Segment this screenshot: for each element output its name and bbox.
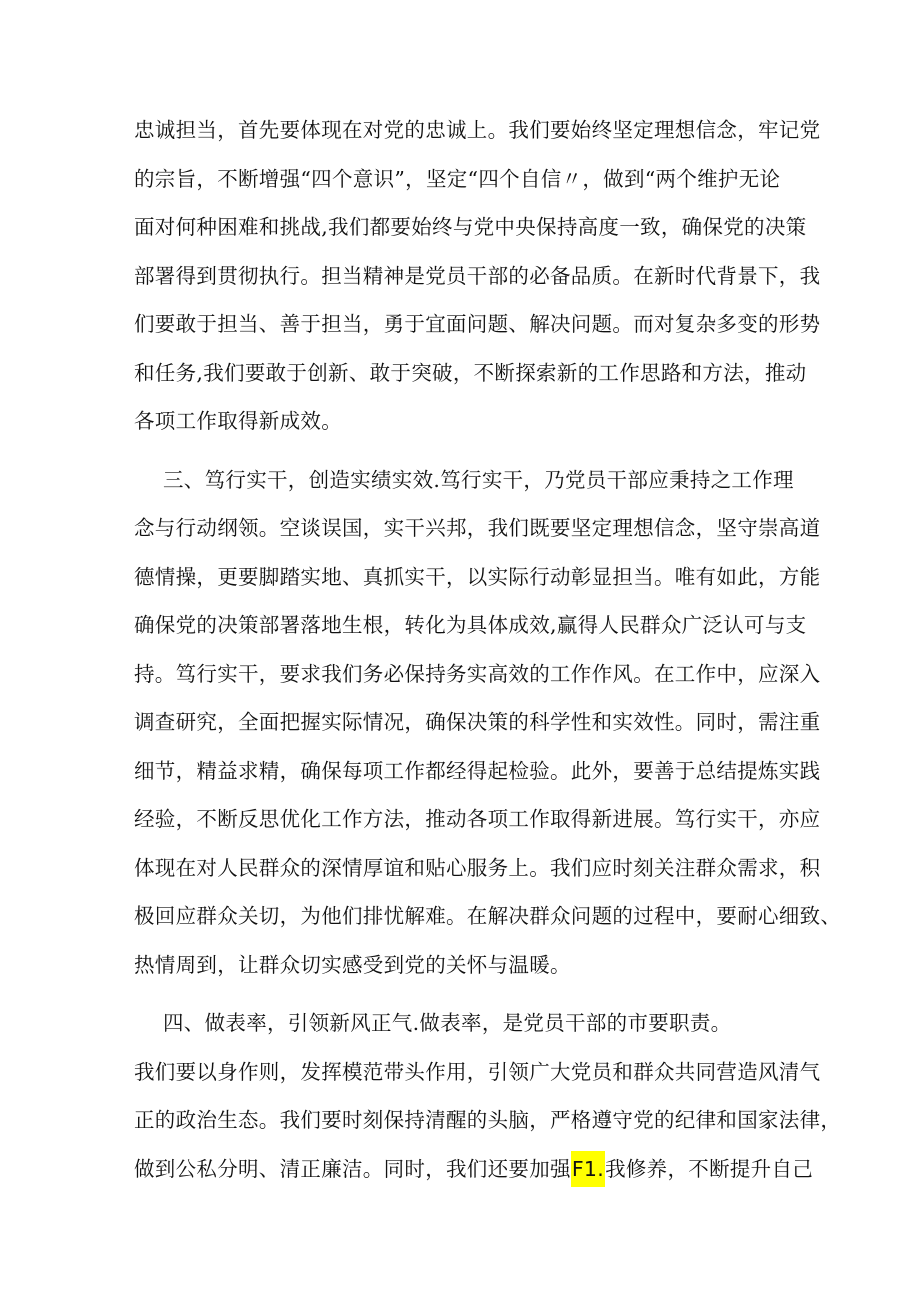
line-text-after: 我修养，不断提升自己 bbox=[605, 1157, 814, 1181]
text-line: 热情周到，让群众切实感受到党的关怀与温暖。 bbox=[134, 953, 571, 977]
text-line: 经验，不断反思优化工作方法，推动各项工作取得新进展。笃行实干，亦应 bbox=[134, 807, 821, 831]
text-line: 念与行动纲领。空谈误国，实干兴邦，我们既要坚定理想信念，坚守崇高道 bbox=[134, 516, 821, 540]
section-three-heading-line: 三、笃行实干，创造实绩实效.笃行实干，乃党员干部应秉持之工作理 bbox=[163, 468, 794, 492]
text-line-with-highlight bbox=[134, 1151, 814, 1187]
text-line: 忠诚担当，首先要体现在对党的忠诚上。我们要始终坚定理想信念，牢记党 bbox=[134, 118, 821, 142]
text-line: 我们要以身作则，发挥模范带头作用，引领广大党员和群众共同营造风清气 bbox=[134, 1060, 821, 1084]
text-line: 体现在对人民群众的深情厚谊和贴心服务上。我们应时刻关注群众需求，积 bbox=[134, 856, 821, 880]
text-line: 面对何种困难和挑战,我们都要始终与党中央保持高度一致，确保党的决策 bbox=[134, 215, 807, 239]
text-line: 细节，精益求精，确保每项工作都经得起检验。此外，要善于总结提炼实践 bbox=[134, 759, 821, 783]
line-text-before: 做到公私分明、清正廉洁。同时，我们还要加强 bbox=[134, 1157, 571, 1181]
section-four-heading-line: 四、做表率，引领新风正气.做表率，是党员干部的市要职责。 bbox=[163, 1011, 732, 1035]
text-line: 持。笃行实干，要求我们务必保持务实高效的工作作风。在工作中，应深入 bbox=[134, 662, 821, 686]
text-line: 各项工作取得新成效。 bbox=[134, 409, 342, 433]
text-line: 的宗旨，不断增强“四个意识”，坚定“四个自信〃，做到“两个维护无论 bbox=[134, 167, 781, 191]
text-line: 调查研究，全面把握实际情况，确保决策的科学性和实效性。同时，需注重 bbox=[134, 710, 821, 734]
text-line: 们要敢于担当、善于担当，勇于宜面问题、解决问题。而对复杂多变的形势 bbox=[134, 312, 821, 336]
text-line: 确保党的决策部署落地生根，转化为具体成效,赢得人民群众广泛认可与支 bbox=[134, 613, 807, 637]
text-line: 部署得到贯彻执行。担当精神是党员干部的必备品质。在新时代背景下，我 bbox=[134, 264, 821, 288]
text-line: 德情操，更要脚踏实地、真抓实干，以实际行动彰显担当。唯有如此，方能 bbox=[134, 565, 821, 589]
highlighted-text: F1. bbox=[571, 1151, 605, 1187]
text-line: 和任务,我们要敢于创新、敢于突破，不断探索新的工作思路和方法，推动 bbox=[134, 361, 807, 385]
text-line: 正的政治生态。我们要时刻保持清醒的头脑，严格遵守党的纪律和国家法律， bbox=[134, 1108, 842, 1132]
text-line: 极回应群众关切，为他们排忧解难。在解决群众问题的过程中，要耐心细致、 bbox=[134, 904, 842, 928]
